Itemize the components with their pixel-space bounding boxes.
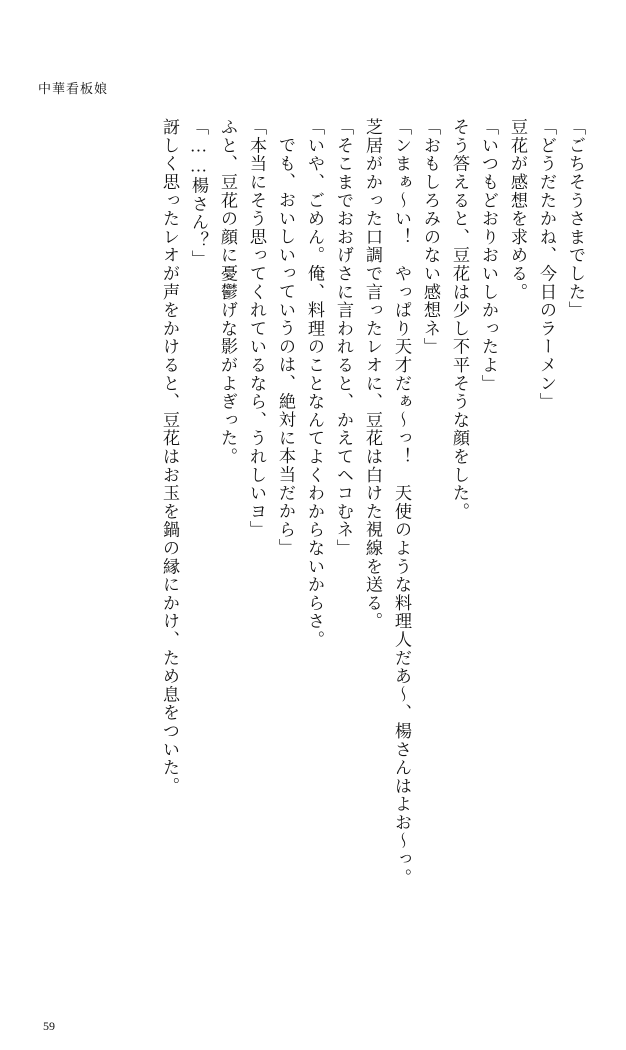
text-line: 「そこまでおおげさに言われると、かえてヘコむネ」: [334, 118, 353, 558]
running-title: 中華看板娘: [38, 81, 109, 96]
text-line: 「ンまぁ～い！ やっぱり天才だぁ～っ！ 天使のような料理人だあ～、楊さんはよお～っ。: [392, 118, 411, 887]
page-number: 59: [43, 1019, 55, 1033]
text-line: 豆花が感想を求める。: [508, 118, 527, 301]
vertical-text-body: [30, 118, 590, 998]
text-line: でも、おいしいっていうのは、絶対に本当だから」: [276, 136, 295, 557]
text-line: 訝しく思ったレオが声をかけると、豆花はお玉を鍋の縁にかけ、ため息をついた。: [160, 118, 179, 796]
text-line: 「……楊さん？」: [189, 118, 208, 268]
text-line: ふと、豆花の顔に憂鬱げな影がよぎった。: [218, 118, 237, 466]
text-line: 芝居がかった口調で言ったレオに、豆花は白けた視線を送る。: [363, 118, 382, 631]
text-line: 「ごちそうさまでした」: [566, 118, 585, 320]
text-line: 「本当にそう思ってくれているなら、うれしいヨ」: [247, 118, 266, 539]
text-line: 「どうだたかね、今日のラーメン」: [537, 118, 556, 411]
text-line: 「おもしろみのない感想ネ」: [421, 118, 440, 356]
text-line: そう答えると、豆花は少し不平そうな顔をした。: [450, 118, 469, 521]
text-line: 「いつもどおりおいしかったよ」: [479, 118, 498, 393]
text-line: 「いや、ごめん。俺、料理のことなんてよくわからないからさ。: [305, 118, 324, 649]
